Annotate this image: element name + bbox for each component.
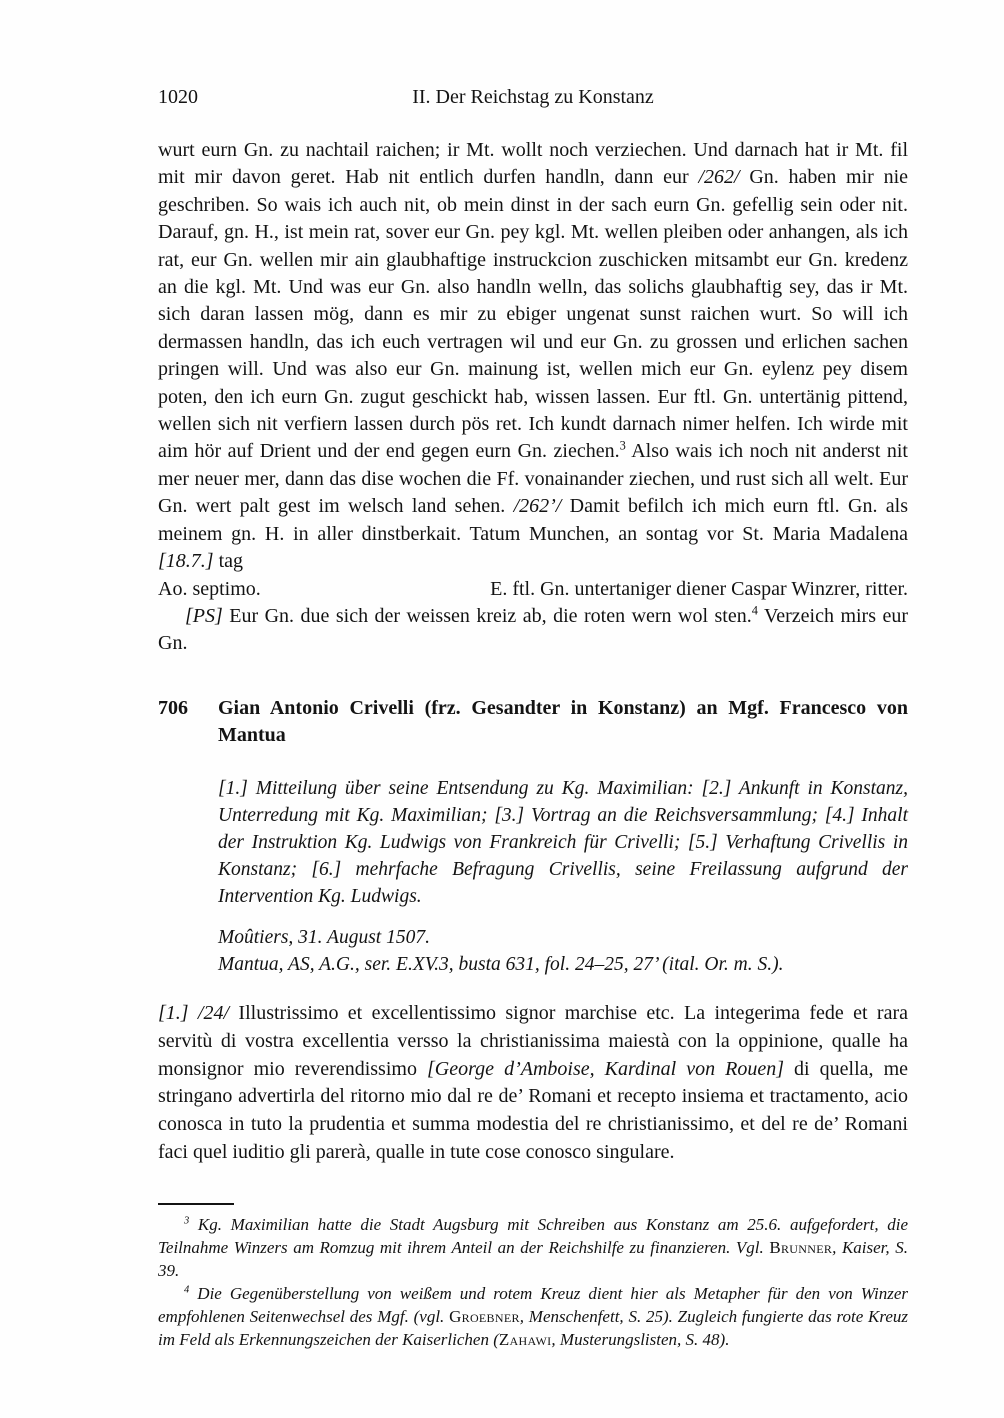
entry-706-source-block [218, 924, 908, 978]
entry-706-body: [1.] /24/ Illustrissimo et excellentissimo signor marchise etc. La integerima fede et rara servitù di vostra excellentia versso la christianissima maiestà con la oppinione, qualle ha monsignor mio reverendissimo [George d’Amboise, Kardinal von Rouen] di quella, me stringano advertirla del ritorno mio dal re de’ Romani et recepto insiema et tractamento, acio conosca in tuto la prudentia et summa modestia del re christianissimo, et del re de’ Romani faci quel iuditio gli parerà, qualle in tute cose conosco singulare. [158, 1001, 909, 1163]
entry-706-title: Gian Antonio Crivelli (frz. Gesandter in Konstanz) an Mgf. Francesco von Mantua [218, 696, 908, 747]
letter-705-body: wurt eurn Gn. zu nachtail raichen; ir Mt. wollt noch verziechen. Und darnach hat ir Mt. fil mit mir davon geret. Hab nit entlich durfen handln, dann eur /262/ Gn. haben mir nie geschriben. So wais ich auch nit, ob mein dinst in der sach eurn Gn. gefellig sein oder nit. Darauf, gn. H., ist mein rat, sover eur Gn. pey kgl. Mt. wellen pleiben oder anhangen, als ich rat, eur Gn. wellen mir ain glaubhaftige instruckcion zuschicken mitsambt eur Gn. kredenz an die kgl. Mt. Und was eur Gn. also handln welln, das solichs glaubhaftig sey, das ir Mt. sich daran lassen mög, dann es mir zu ebiger ungenat sunst raichen wurt. So will ich dermassen handln, das ich euch vertragen wil und eur Gn. zu grossen und erlichen sachen pringen will. Und was also eur Gn. mainung ist, wellen mich eur Gn. eylenz pey disem poten, den ich eurn Gn. zugut geschickt hab, wissen lassen. Eur ftl. Gn. untertänig pittend, wellen sich nit verfiern lassen durch pös ret. Ich kundt darnach nimer helfen. Ich wirde mit aim hör auf Drient und der end gegen eurn Gn. ziechen.$^3$ Also wais ich noch nit anderst nit mer neuer mer, dann das dise wochen die Ff. vonainander ziechen, und rust sich all welt. Eur Gn. wert palt gest im welsch land sehen. /262’/ Damit befilch ich mich eurn ftl. Gn. als meinem gn. H. in aller dinstberkait. Tatum Munchen, an sontag vor St. Maria Madalena [18.7.] tag [158, 139, 909, 573]
text-block [158, 84, 908, 1351]
running-head: II. Der Reichstag zu Konstanz [412, 86, 654, 108]
entry-706-summary: [1.] Mitteilung über seine Entsendung zu Kg. Maximilian: [2.] Ankunft in Konstanz, Unterredung mit Kg. Maximilian; [3.] Vortrag an die Reichsversammlung; [4.] Inhalt der Instruktion Kg. Ludwigs von Frankreich für Crivelli; [5.] Verhaftung Crivellis in Konstanz; [6.] mehrfache Befragung Crivellis, seine Freilassung aufgrund der Intervention Kg. Ludwigs. [218, 777, 908, 908]
letter-705-signature: E. ftl. Gn. untertaniger diener Caspar Winzrer, ritter. [490, 577, 908, 600]
letter-705-signature-line [158, 576, 908, 603]
entry-706-place-date: Moûtiers, 31. August 1507. [218, 926, 430, 948]
entry-706-number: 706 [158, 696, 188, 719]
footnote-4: $^4$ Die Gegenüberstellung von weißem und rotem Kreuz dient hier als Metapher für den von Winzer empfohlenen Seitenwechsel des Mgf. (vgl. Groebner, Menschenfett, S. 25). Zugleich fungierte das rote Kreuz im Feld als Erkennungszeichen der Kaiserlichen (Zahawi, Musterungslisten, S. 48). [158, 1283, 908, 1349]
letter-705-postscript: [PS] Eur Gn. due sich der weissen kreiz ab, die roten wern wol sten.$^4$ Verzeich mirs eur Gn. [158, 603, 909, 655]
letter-705-dateline: Ao. septimo. [158, 577, 261, 600]
footnote-3: $^3$ Kg. Maximilian hatte die Stadt Augsburg mit Schreiben aus Konstanz am 25.6. aufgefordert, die Teilnahme Winzers am Romzug mit ihrem Anteil an der Reichshilfe zu finanzieren. Vgl. Brunner, Kaiser, S. 39. [158, 1214, 908, 1280]
page-header [158, 84, 908, 111]
footnote-separator [158, 1203, 234, 1205]
entry-706-heading [158, 695, 908, 750]
page-number: 1020 [158, 86, 198, 108]
entry-706-archive-ref: Mantua, AS, A.G., ser. E.XV.3, busta 631, fol. 24–25, 27’ (ital. Or. m. S.). [218, 953, 784, 975]
